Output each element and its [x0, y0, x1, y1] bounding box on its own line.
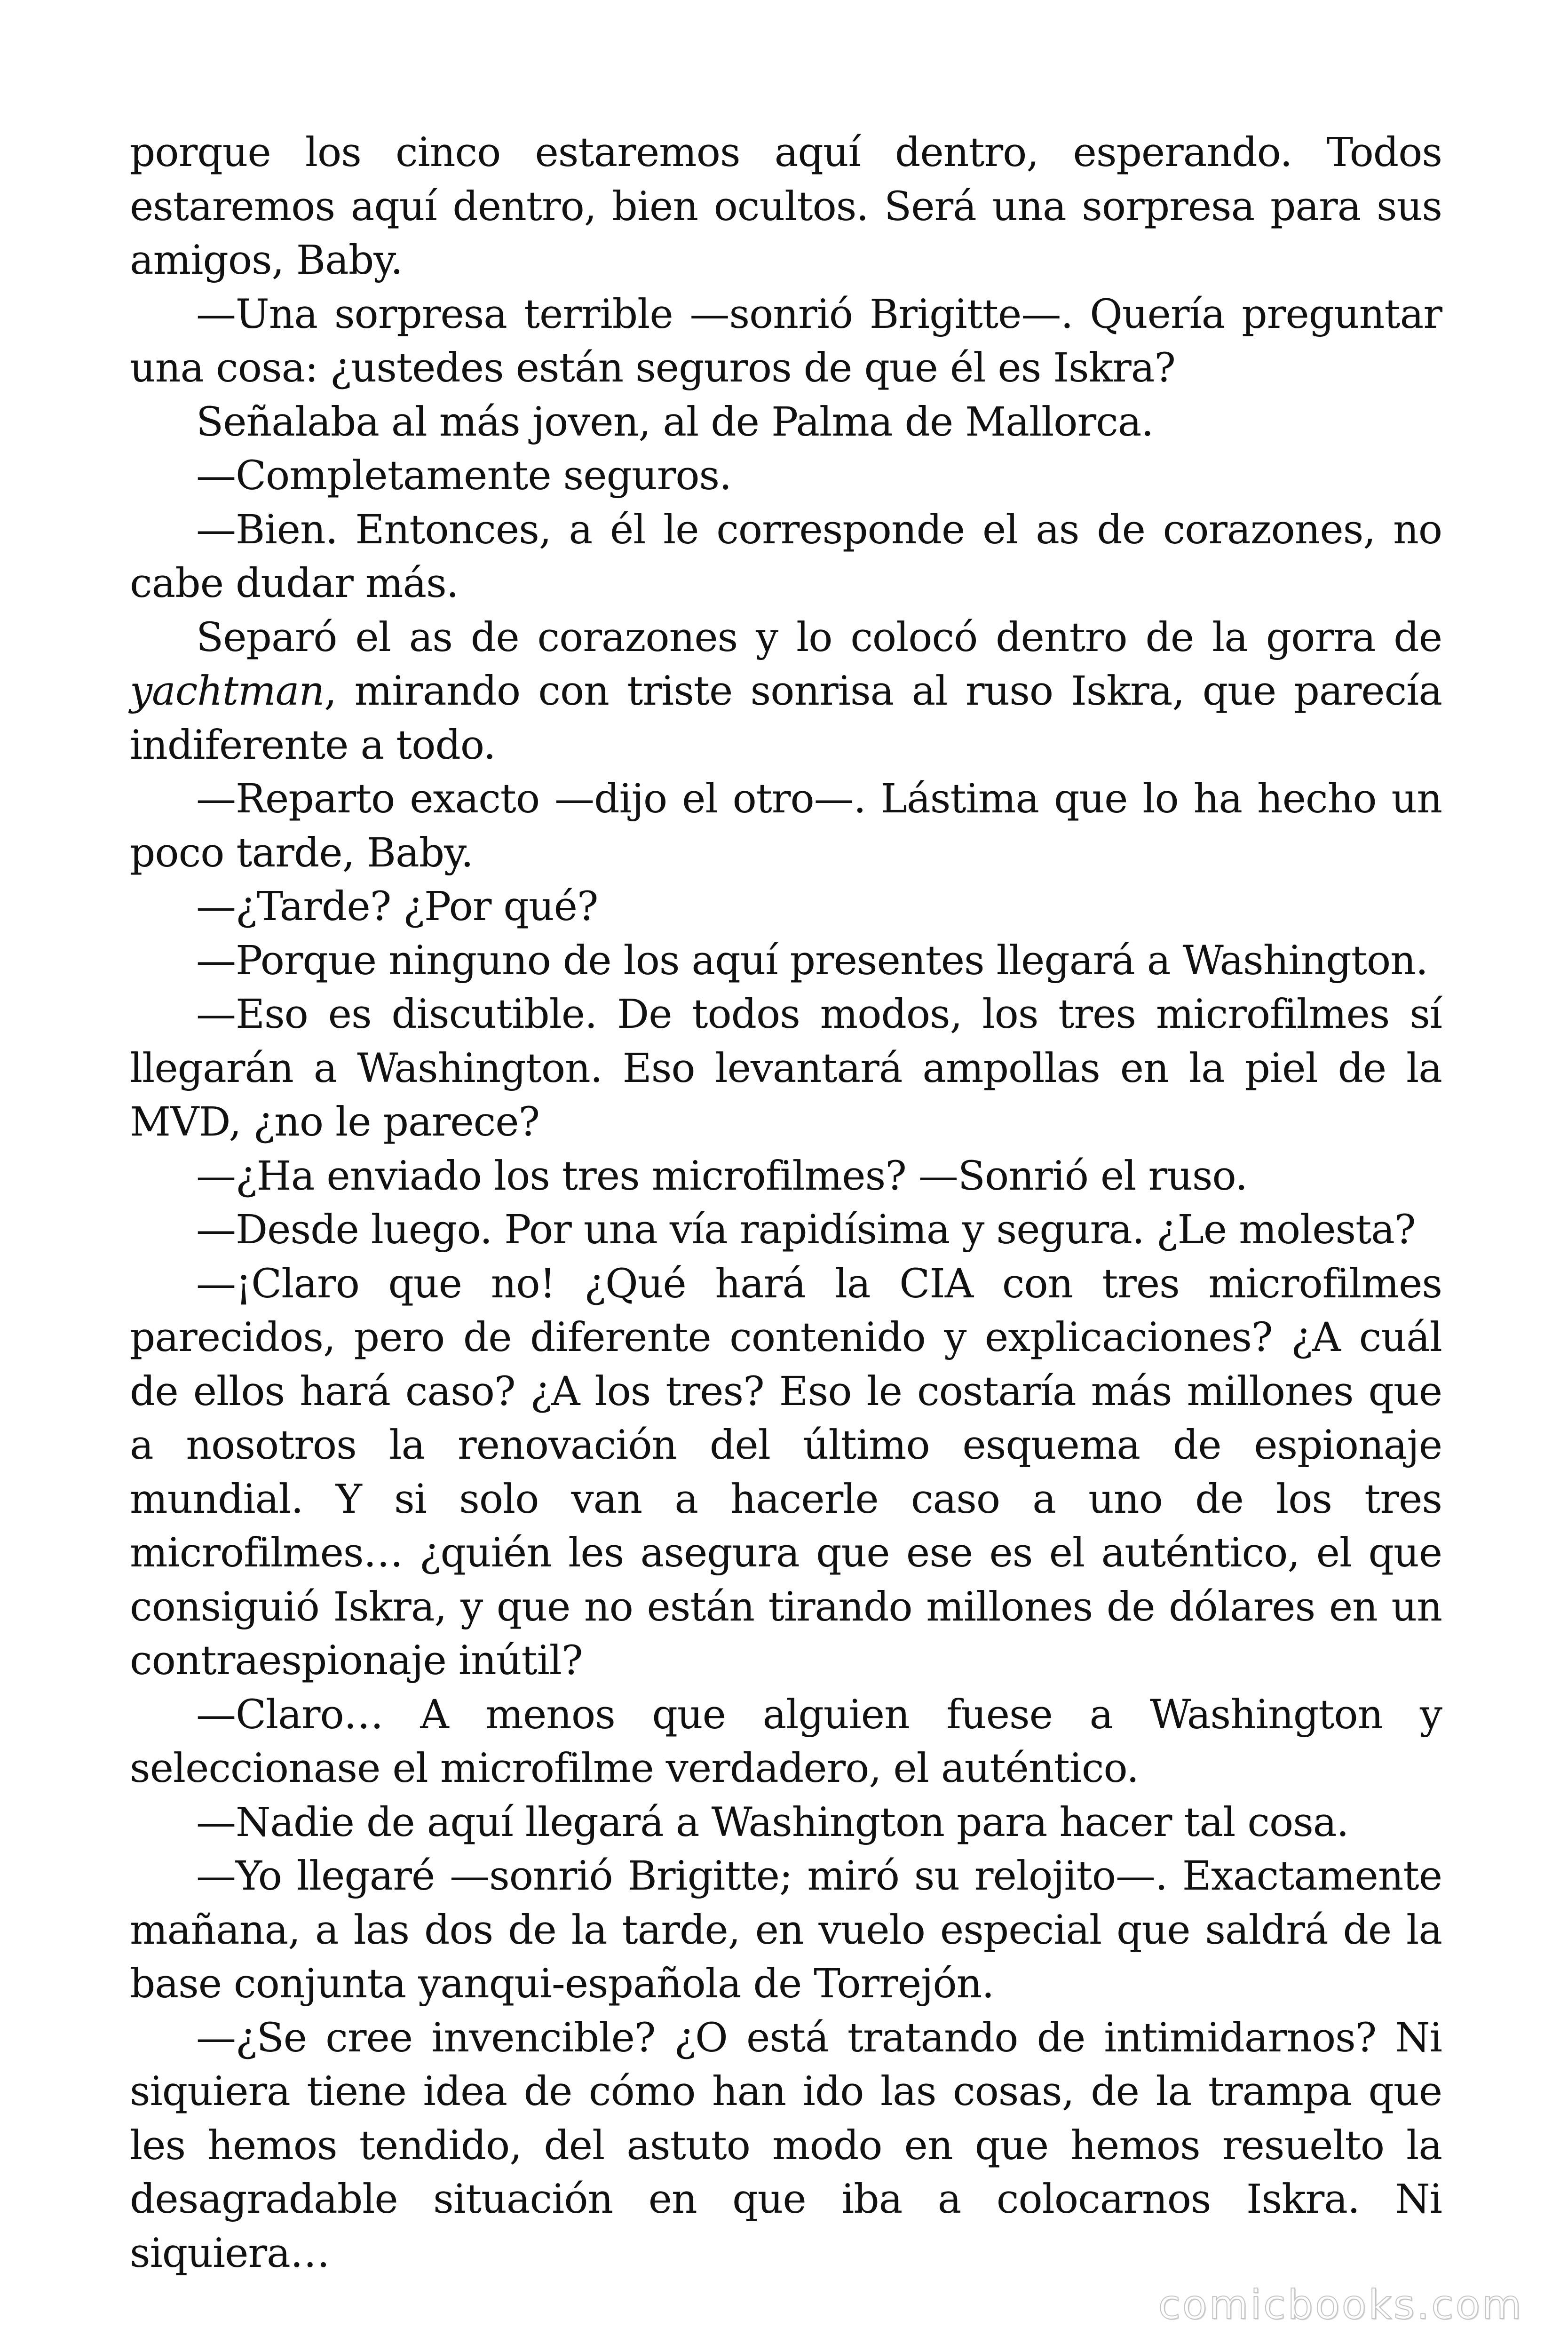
paragraph-text: —Una sorpresa terrible —sonrió Brigitte—. Quería preguntar una cosa: ¿ustedes están seguros de que él es Iskra? — [130, 291, 1442, 391]
paragraph-text: —Bien. Entonces, a él le corresponde el as de corazones, no cabe dudar más. — [130, 506, 1442, 607]
paragraph-text: porque los cinco estaremos aquí dentro, esperando. Todos estaremos aquí dentro, bien ocultos. Será una sorpresa para sus amigos, Baby. — [130, 129, 1442, 284]
paragraph — [130, 880, 1442, 934]
paragraph — [130, 1850, 1442, 2011]
paragraph-text: —Nadie de aquí llegará a Washington para hacer tal cosa. — [196, 1799, 1349, 1846]
paragraph — [130, 396, 1442, 450]
paragraph — [130, 288, 1442, 396]
paragraph — [130, 611, 1442, 773]
paragraph — [130, 1203, 1442, 1257]
paragraph — [130, 1796, 1442, 1850]
paragraph-text: —Porque ninguno de los aquí presentes llegará a Washington. — [196, 937, 1428, 984]
book-page-text — [130, 126, 1442, 2280]
paragraph-text: —Completamente seguros. — [196, 453, 732, 499]
paragraph-text: —Reparto exacto —dijo el otro—. Lástima que lo ha hecho un poco tarde, Baby. — [130, 776, 1442, 876]
paragraph — [130, 1688, 1442, 1796]
paragraph — [130, 1257, 1442, 1688]
paragraph — [130, 126, 1442, 288]
paragraph-text: —Desde luego. Por una vía rapidísima y segura. ¿Le molesta? — [196, 1207, 1416, 1253]
paragraph-text: —¿Se cree invencible? ¿O está tratando de intimidarnos? Ni siquiera tiene idea de cómo han ido las cosas, de la trampa que les hemos tendido, del astuto modo en que hemos resuelto la desagradable situación en que iba a colocarnos Iskra. Ni siquiera… — [130, 2014, 1442, 2277]
watermark: comicbooks.com — [1158, 2281, 1523, 2328]
paragraph-text: —Claro… A menos que alguien fuese a Washington y seleccionase el microfilme verdadero, el auténtico. — [130, 1691, 1442, 1792]
paragraph — [130, 1150, 1442, 1204]
paragraph — [130, 449, 1442, 503]
paragraph — [130, 503, 1442, 611]
paragraph-text: Señalaba al más joven, al de Palma de Mallorca. — [196, 398, 1154, 445]
paragraph-text: , mirando con triste sonrisa al ruso Iskra, que parecía indiferente a todo. — [130, 668, 1442, 769]
paragraph-text: —¿Tarde? ¿Por qué? — [196, 883, 598, 930]
paragraph — [130, 2011, 1442, 2281]
paragraph-text: —Yo llegaré —sonrió Brigitte; miró su relojito—. Exactamente mañana, a las dos de la tarde, en vuelo especial que saldrá de la base conjunta yanqui-española de Torrejón. — [130, 1853, 1442, 2007]
paragraph — [130, 934, 1442, 988]
paragraph — [130, 988, 1442, 1150]
paragraph-text: —¿Ha enviado los tres microfilmes? —Sonrió el ruso. — [196, 1152, 1248, 1200]
paragraph-text: Separó el as de corazones y lo colocó dentro de la gorra de — [196, 614, 1442, 661]
italic-text: yachtman — [130, 668, 325, 715]
paragraph-text: —¡Claro que no! ¿Qué hará la CIA con tres microfilmes parecidos, pero de diferente contenido y explicaciones? ¿A cuál de ellos hará caso? ¿A los tres? Eso le costaría más millones que a nosotros la renovación del último esquema de espionaje mundial. Y si solo van a hacerle caso a uno de los tres microfilmes… ¿quién les asegura que ese es el auténtico, el que consiguió Iskra, y que no están tirando millones de dólares en un contraespionaje inútil? — [130, 1260, 1442, 1684]
paragraph-text: —Eso es discutible. De todos modos, los tres microfilmes sí llegarán a Washington. Eso levantará ampollas en la piel de la MVD, ¿no le parece? — [130, 991, 1442, 1145]
paragraph — [130, 772, 1442, 880]
